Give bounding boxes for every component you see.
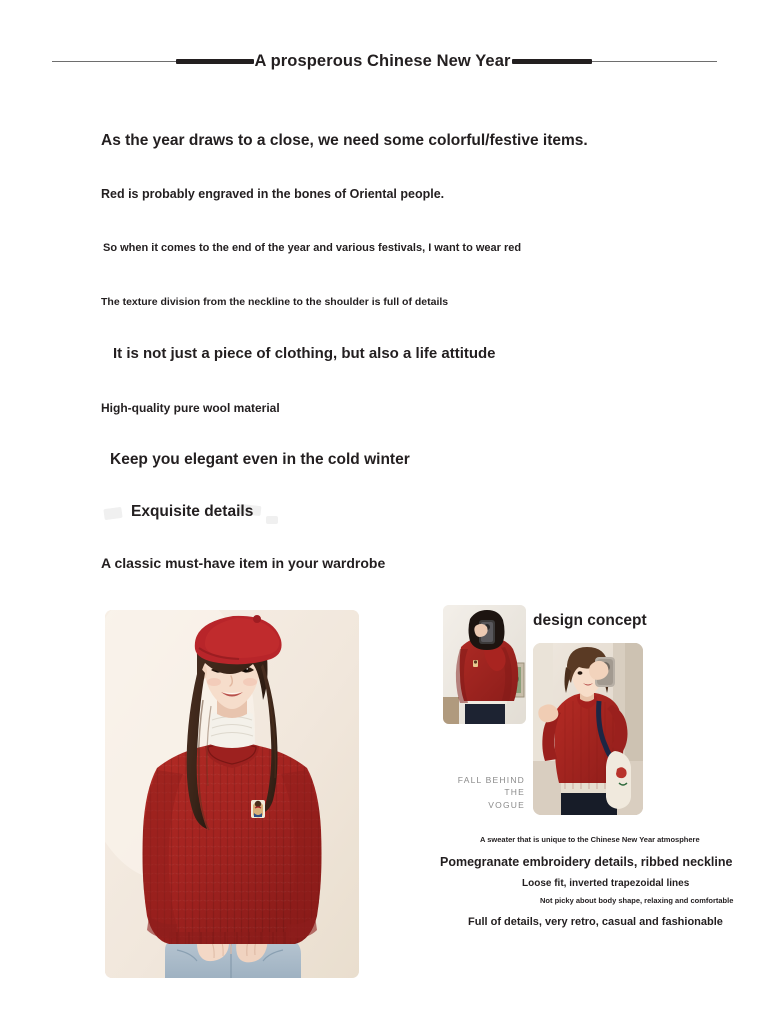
vogue-line-2: THE [504,787,525,798]
gallery-thumb-small [443,605,526,724]
header-rule-right-thin [592,61,717,62]
decorative-smudge [266,516,278,524]
decorative-smudge [103,507,122,520]
copy-line-2: Red is probably engraved in the bones of Oriental people. [101,187,445,201]
header-rule-left-thick [176,59,254,64]
copy-line-3: So when it comes to the end of the year and various festivals, I want to wear red [103,242,522,254]
caption-line-3: Loose fit, inverted trapezoidal lines [522,878,690,889]
design-concept-heading: design concept [533,612,647,629]
vogue-line-1: FALL BEHIND [457,775,525,785]
gallery-thumb-large [533,643,643,815]
main-product-photo [105,610,359,978]
caption-line-2: Pomegranate embroidery details, ribbed neckline [440,855,733,869]
vogue-tagline [443,774,525,811]
main-product-photo-image [105,610,359,978]
caption-line-4: Not picky about body shape, relaxing and comfortable [540,896,734,905]
page-title: A prosperous Chinese New Year [254,51,511,70]
caption-line-1: A sweater that is unique to the Chinese New Year atmosphere [480,835,700,844]
copy-line-4: The texture division from the neckline to the shoulder is full of details [101,296,449,308]
header-rule-left-thin [52,61,176,62]
copy-line-1: As the year draws to a close, we need some colorful/festive items. [101,132,588,149]
copy-line-6: High-quality pure wool material [101,401,280,415]
gallery-thumb-large-image [533,643,643,815]
vogue-line-3: VOGUE [488,799,525,810]
copy-line-5: It is not just a piece of clothing, but also a life attitude [113,345,496,362]
caption-line-5: Full of details, very retro, casual and fashionable [468,916,723,928]
header-rule-right-thick [512,59,592,64]
copy-line-7: Keep you elegant even in the cold winter [110,451,410,468]
copy-line-8: Exquisite details [131,503,254,520]
copy-line-9: A classic must-have item in your wardrobe [101,555,386,571]
gallery-thumb-small-image [443,605,526,724]
page-header [0,44,768,78]
